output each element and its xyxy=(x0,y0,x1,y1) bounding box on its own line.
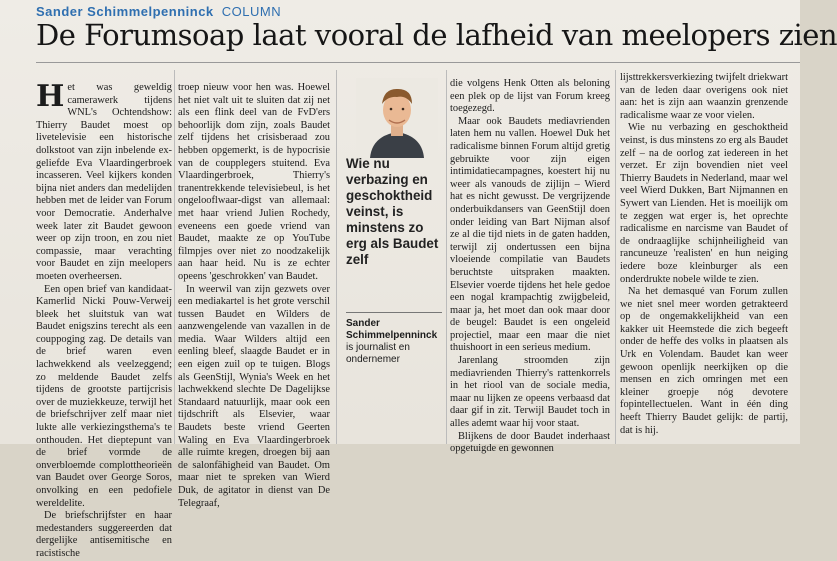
bio-text: is journalist en ondernemer xyxy=(346,342,410,365)
headline-rule xyxy=(36,62,800,63)
column-5 xyxy=(620,72,788,434)
column-2-para-1: troep nieuw voor hen was. Hoewel het niet valt uit te sluiten dat zij net als een flink deel van de FvD'ers behoorlijk dom zijn, zoals Baudet zelf tijdens het crisisberaad zou hebben opgemerkt, is de hypocrisie van de coupplegers stuitend. Eva Vlaardingerbroek, Thierry's tranentrekkende televisiebeul, is het ongelooflwaar-digst van allemaal: met haar vriend Julien Rochedy, eveneens een goede vriend van Baudet, maakte ze op YouTube filmpjes over niet zo noodzakelijk aan haar heid. Nu is ze echter opeens 'geschrokken' van Baudet. xyxy=(178,82,330,282)
column-4-para-4: Blijkens de door Baudet inderhaast opgetuigde en gewonnen xyxy=(450,430,610,455)
column-divider xyxy=(615,70,616,444)
bio-name: Sander Schimmelpenninck xyxy=(346,318,438,341)
column-4-para-2: Maar ook Baudets mediavrienden laten hem nu vallen. Hoewel Duk het radicalisme binnen Forum altijd gretig gebruikte voor zijn eigen intimidatiecampagnes, koestert hij nu weer als vanouds de zijlijn – Wierd hat es nicht gewusst. De vergrijzende onderbuikdansers van GeenStijl doen onder leiding van Bart Nijman alsof ze al die tijd niets in de gaten hadden, terwijl zij ondertussen een bijna vloeiende compilatie van Baudets beruchtste uitspraken maakten. Elsevier voerde tijdens het hele gedoe een nogal krampachtig zwijgbeleid, maar ja, het moet dan ook maar door de beugel: Baudet is een ongeleid projectiel, maar een maar die niet thuishoort in een serieus medium. xyxy=(450,115,610,354)
column-divider xyxy=(336,70,337,444)
column-1-para-2: Een open brief van kandidaat-Kamerlid Nicki Pouw-Verweij bleek het sluitstuk van wat Baudet enigszins terecht als een couppoging zag. De details van de brief waren even lachwekkend als veelzeggend; zo meldende Baudet zelfs tijdens de grootste partijcrisis over de muziekkeuze, terwijl het de briefschrijver zelf maar niet lukte alle verkiezingsthema's te onthouden. Het dieptepunt van de brief vormde de onverbloemde complottheorieën van Baudet over George Soros, onvolking en een pedofiele wereldelite. xyxy=(36,283,172,509)
column-5-para-3: Na het demasqué van Forum zullen we niet snel meer worden getrakteerd op de ongemakkelijkheid van een kakker uit Heemstede die zich begeeft onder de heffe des volks in plaatsen als Urk en Volendam. Baudet kan weer gewoon openlijk neerkijken op die mensen en zich omringen met een kleiner groepje nóg devotere fopintellectuelen. Want in één ding heeft Thierry Baudet gelijk: de partij, dat is hij. xyxy=(620,286,788,436)
column-kicker xyxy=(36,4,281,19)
column-2 xyxy=(178,82,330,509)
column-divider xyxy=(446,70,447,444)
column-4-para-1: die volgens Henk Otten als beloning een plek op de lijst van Forum kreeg toegezegd. xyxy=(450,78,610,115)
author-photo xyxy=(356,78,438,158)
pull-quote-rule xyxy=(346,312,442,313)
column-4 xyxy=(450,78,610,455)
kicker-tag: COLUMN xyxy=(221,4,282,19)
column-1-para-3: De briefschrijfster en haar medestanders suggereerden dat dergelijke antisemitische en racistische xyxy=(36,510,172,559)
author-portrait-icon xyxy=(356,78,438,158)
column-4-para-3: Jarenlang stroomden zijn mediavrienden Thierry's rattenkorrels in het riool van de sociale media, maar nu lijken ze opeens verbaasd dat daar gif in zit. Terwijl Baudet toch in alles ademt waar hij voor staat. xyxy=(450,355,610,430)
column-5-para-1: lijsttrekkersverkiezing twijfelt driekwart van de leden daar overigens ook niet aan: het is zijn aan waanzin grenzende radicalisme waar ze voor vielen. xyxy=(620,72,788,121)
column-1-para-1-text: et was geweldig camerawerk tijdens WNL's Ochtendshow: Thierry Baudet moest op livetelevisie een historische dolkstoot van zijn inbelende ex-geliefde Eva Vlaardingerbroek incasseren. Veel kijkers konden bijna niet anders dan medelijden hebben met de leider van Forum voor Democratie. Anderhalve week later zit Baudet gewoon weer op zijn troon, en zou niet compassie, maar verachting voor Baudet en zijn meelopers moeten overheersen. xyxy=(36,82,172,282)
pull-quote: Wie nu verbazing en geschoktheid veinst, is minstens zo erg als Baudet zelf xyxy=(346,156,439,267)
headline: De Forumsoap laat vooral de lafheid van meelopers zien xyxy=(36,18,837,52)
dropcap: H xyxy=(36,79,65,114)
column-1-para-1 xyxy=(36,79,172,284)
column-2-para-2: In weerwil van zijn gezwets over een mediakartel is het grote verschil tussen Baudet en Wilders de aanzwengelende van vazallen in de media. Waar Wilders altijd een eenling bleef, slaagde Baudet er in een eigen zuil op te tuigen. Blogs als GeenStijl, Wynia's Week en het lachwekkend slechte De Dagelijkse Standaard natuurlijk, maar ook een tijdschrift als Elsevier, waar Baudets beste vriend Geerten Waling en Eva Vlaardingerbroek alle ruimte kregen, droegen bij aan de salonfähigheid van Baudet. Om maar niet te spreken van Wierd Duk, de agitator in dienst van De Telegraaf, xyxy=(178,283,330,509)
kicker-author: Sander Schimmelpenninck xyxy=(36,4,214,19)
column-divider xyxy=(174,70,175,444)
column-5-para-2: Wie nu verbazing en geschoktheid veinst, is dus minstens zo erg als Baudet zelf – na de oorlog zat iedereen in het verzet. Er zijn bovendien niet veel Thierry Baudets in Nederland, maar wel veel Wierd Dukken, Bart Nijmannen en Sywert van Lienden. Het is moeilijk om te zeggen wat erger is, het oprechte radicalisme en narcisme van Baudet of de ondraaglijke schijnheiligheid van rancuneuze 'realisten' en hun neiging iedere boze kleinburger als een onderdrukte nobele wilde te zien. xyxy=(620,122,788,285)
column-1 xyxy=(36,79,172,559)
author-bio xyxy=(346,318,444,366)
